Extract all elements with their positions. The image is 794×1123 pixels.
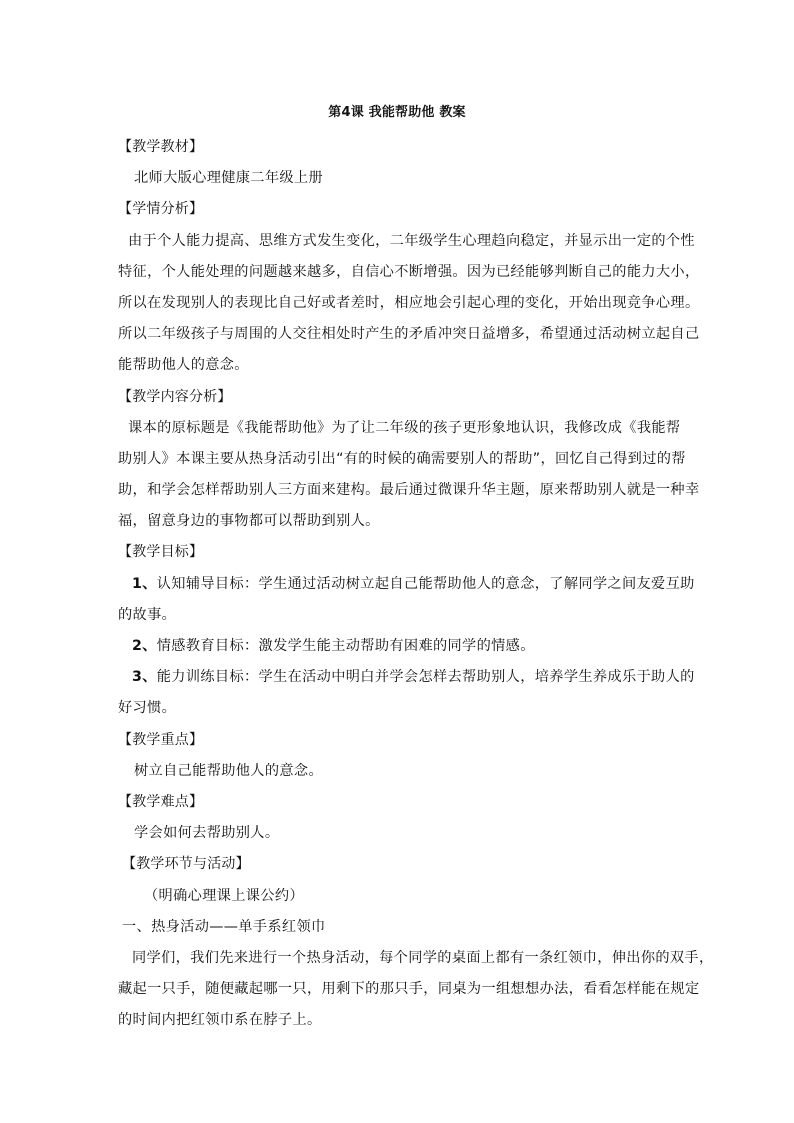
section-heading-objectives: 【教学目标】 [118,544,204,561]
section-heading-content-analysis: 【教学内容分析】 [118,388,232,405]
section-heading-difficulties: 【教学难点】 [118,793,204,810]
paragraph-line: 藏起一只手，随便藏起哪一只，用剩下的那只手，同桌为一组想想办法，看看怎样能在规定 [118,981,700,998]
objective-text: 情感教育目标：激发学生能主动帮助有困难的同学的情感。 [156,638,535,654]
section-heading-learner-analysis: 【学情分析】 [118,201,204,218]
paragraph-line: 助，和学会怎样帮助别人三方面来建构。最后通过微课升华主题，原来帮助别人就是一种幸 [118,482,700,499]
objective-continuation: 好习惯。 [118,700,177,717]
paragraph-line: 所以二年级孩子与周围的人交往相处时产生的矛盾冲突日益增多，希望通过活动树立起自己 [118,326,700,343]
paragraph-line: 特征，个人能处理的问题越来越多，自信心不断增强。因为已经能够判断自己的能力大小， [118,263,700,280]
document-body [118,132,714,1036]
key-points-text: 树立自己能帮助他人的意念。 [134,762,323,779]
objective-item [118,631,678,662]
materials-text: 北师大版心理健康二年级上册 [134,170,323,187]
difficulties-text: 学会如何去帮助别人。 [134,825,280,842]
objective-item [118,569,695,600]
objective-text: 认知辅导目标：学生通过活动树立起自己能帮助他人的意念，了解同学之间友爱互助 [156,575,695,592]
objective-text: 能力训练目标：学生在活动中明白并学会怎样去帮助别人，培养学生养成乐于助人的 [156,669,695,686]
paragraph-line: 同学们，我们先来进行一个热身活动，每个同学的桌面上都有一条红领巾，伸出你的双手， [132,949,714,966]
objective-item [118,662,695,693]
activities-note: （明确心理课上课公约） [144,887,304,904]
activity-step-title: 一、热身活动——单手系红领巾 [122,918,326,935]
section-heading-activities: 【教学环节与活动】 [122,856,250,873]
document-title: 第4课 我能帮助他 教案 [328,105,466,120]
paragraph-line: 的时间内把红领巾系在脖子上。 [118,1012,322,1029]
objective-number: 1、 [132,575,157,592]
paragraph-line: 由于个人能力提高、思维方式发生变化，二年级学生心理趋向稳定，并显示出一定的个性 [128,232,695,249]
section-heading-key-points: 【教学重点】 [118,731,204,748]
paragraph-line: 助别人》本课主要从热身活动引出“有的时候的确需要别人的帮助”，回忆自己得到过的帮 [118,450,686,467]
paragraph-line: 课本的原标题是《我能帮助他》为了让二年级的孩子更形象地认识，我修改成《我能帮 [128,419,681,436]
objective-number: 2、 [132,638,157,654]
objective-continuation: 的故事。 [118,606,177,623]
paragraph-line: 福，留意身边的事物都可以帮助到别人。 [118,513,380,530]
paragraph-line: 所以在发现别人的表现比自己好或者差时，相应地会引起心理的变化，开始出现竞争心理。 [118,294,700,311]
objective-number: 3、 [132,669,157,686]
section-heading-materials: 【教学教材】 [118,139,204,155]
paragraph-line: 能帮助他人的意念。 [118,357,249,374]
